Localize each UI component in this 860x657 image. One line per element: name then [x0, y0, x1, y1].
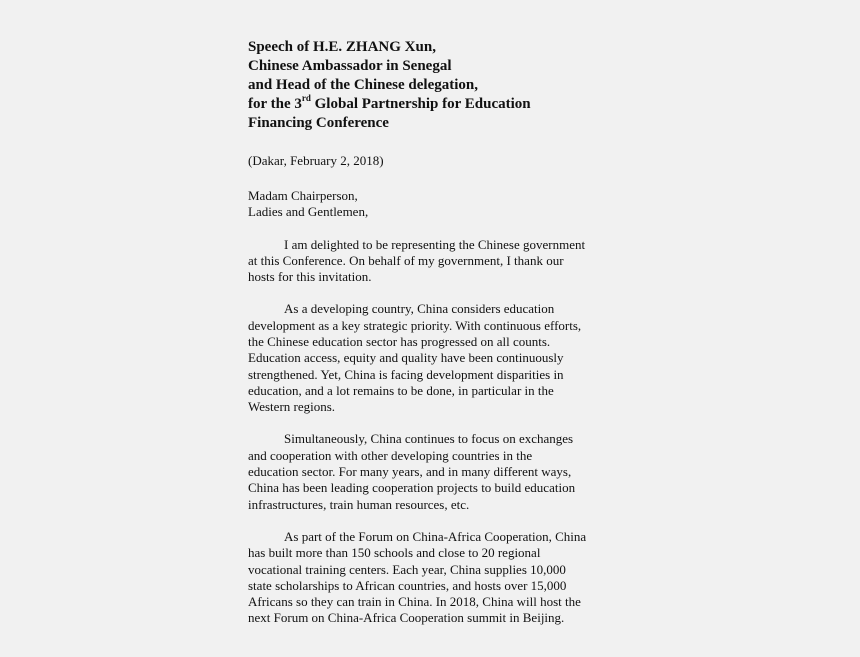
paragraph-line: education sector. For many years, and in many different ways,	[248, 464, 572, 480]
paragraph-line: the Chinese education sector has progressed on all counts.	[248, 333, 551, 349]
title-line: Speech of H.E. ZHANG Xun,	[248, 39, 436, 55]
speech-date: (Dakar, February 2, 2018)	[248, 153, 384, 168]
ordinal-suffix: rd	[301, 93, 311, 103]
paragraph-line: strengthened. Yet, China is facing development disparities in	[248, 366, 564, 382]
salutation	[248, 188, 628, 221]
title-line	[248, 95, 628, 114]
paragraph-1	[248, 237, 623, 286]
paragraph-line: As a developing country, China considers education	[284, 301, 555, 317]
title-line4-pre: for the 3	[248, 96, 302, 112]
paragraph-line: development as a key strategic priority. With continuous efforts,	[248, 317, 582, 333]
paragraph-line: vocational training centers. Each year, China supplies 10,000	[248, 561, 566, 577]
paragraph-line: has built more than 150 schools and close to 20 regional	[248, 545, 541, 561]
paragraph-line: state scholarships to African countries, and hosts over 15,000	[248, 577, 567, 593]
paragraph-line: at this Conference. On behalf of my government, I thank our	[248, 252, 564, 268]
salutation-line: Madam Chairperson,	[248, 187, 358, 203]
paragraph-line: next Forum on China-Africa Cooperation summit in Beijing.	[248, 610, 565, 626]
paragraph-line: education, and a lot remains to be done, in particular in the	[248, 382, 554, 398]
paragraph-line: Africans so they can train in China. In 2018, China will host the	[248, 594, 581, 610]
speech-document	[248, 38, 628, 627]
paragraph-line: Education access, equity and quality have been continuously	[248, 350, 564, 366]
paragraph-4	[248, 529, 623, 627]
title-line4-post: Global Partnership for Education	[310, 96, 531, 112]
paragraph-2	[248, 301, 623, 415]
paragraph-3	[248, 431, 623, 512]
paragraph-line: infrastructures, train human resources, etc.	[248, 496, 470, 512]
paragraph-line: I am delighted to be representing the Chinese government	[284, 236, 586, 252]
salutation-line: Ladies and Gentlemen,	[248, 204, 369, 219]
paragraph-line: Simultaneously, China continues to focus on exchanges	[284, 431, 574, 447]
paragraph-line: Western regions.	[248, 399, 336, 415]
speech-title	[248, 38, 628, 133]
title-line: and Head of the Chinese delegation,	[248, 77, 479, 93]
paragraph-line: As part of the Forum on China-Africa Cooperation, China	[284, 528, 587, 544]
title-line: Financing Conference	[248, 115, 389, 131]
paragraph-line: hosts for this invitation.	[248, 269, 372, 285]
paragraph-line: and cooperation with other developing countries in the	[248, 447, 533, 463]
paragraph-line: China has been leading cooperation projects to build education	[248, 480, 576, 496]
title-line: Chinese Ambassador in Senegal	[248, 58, 452, 74]
